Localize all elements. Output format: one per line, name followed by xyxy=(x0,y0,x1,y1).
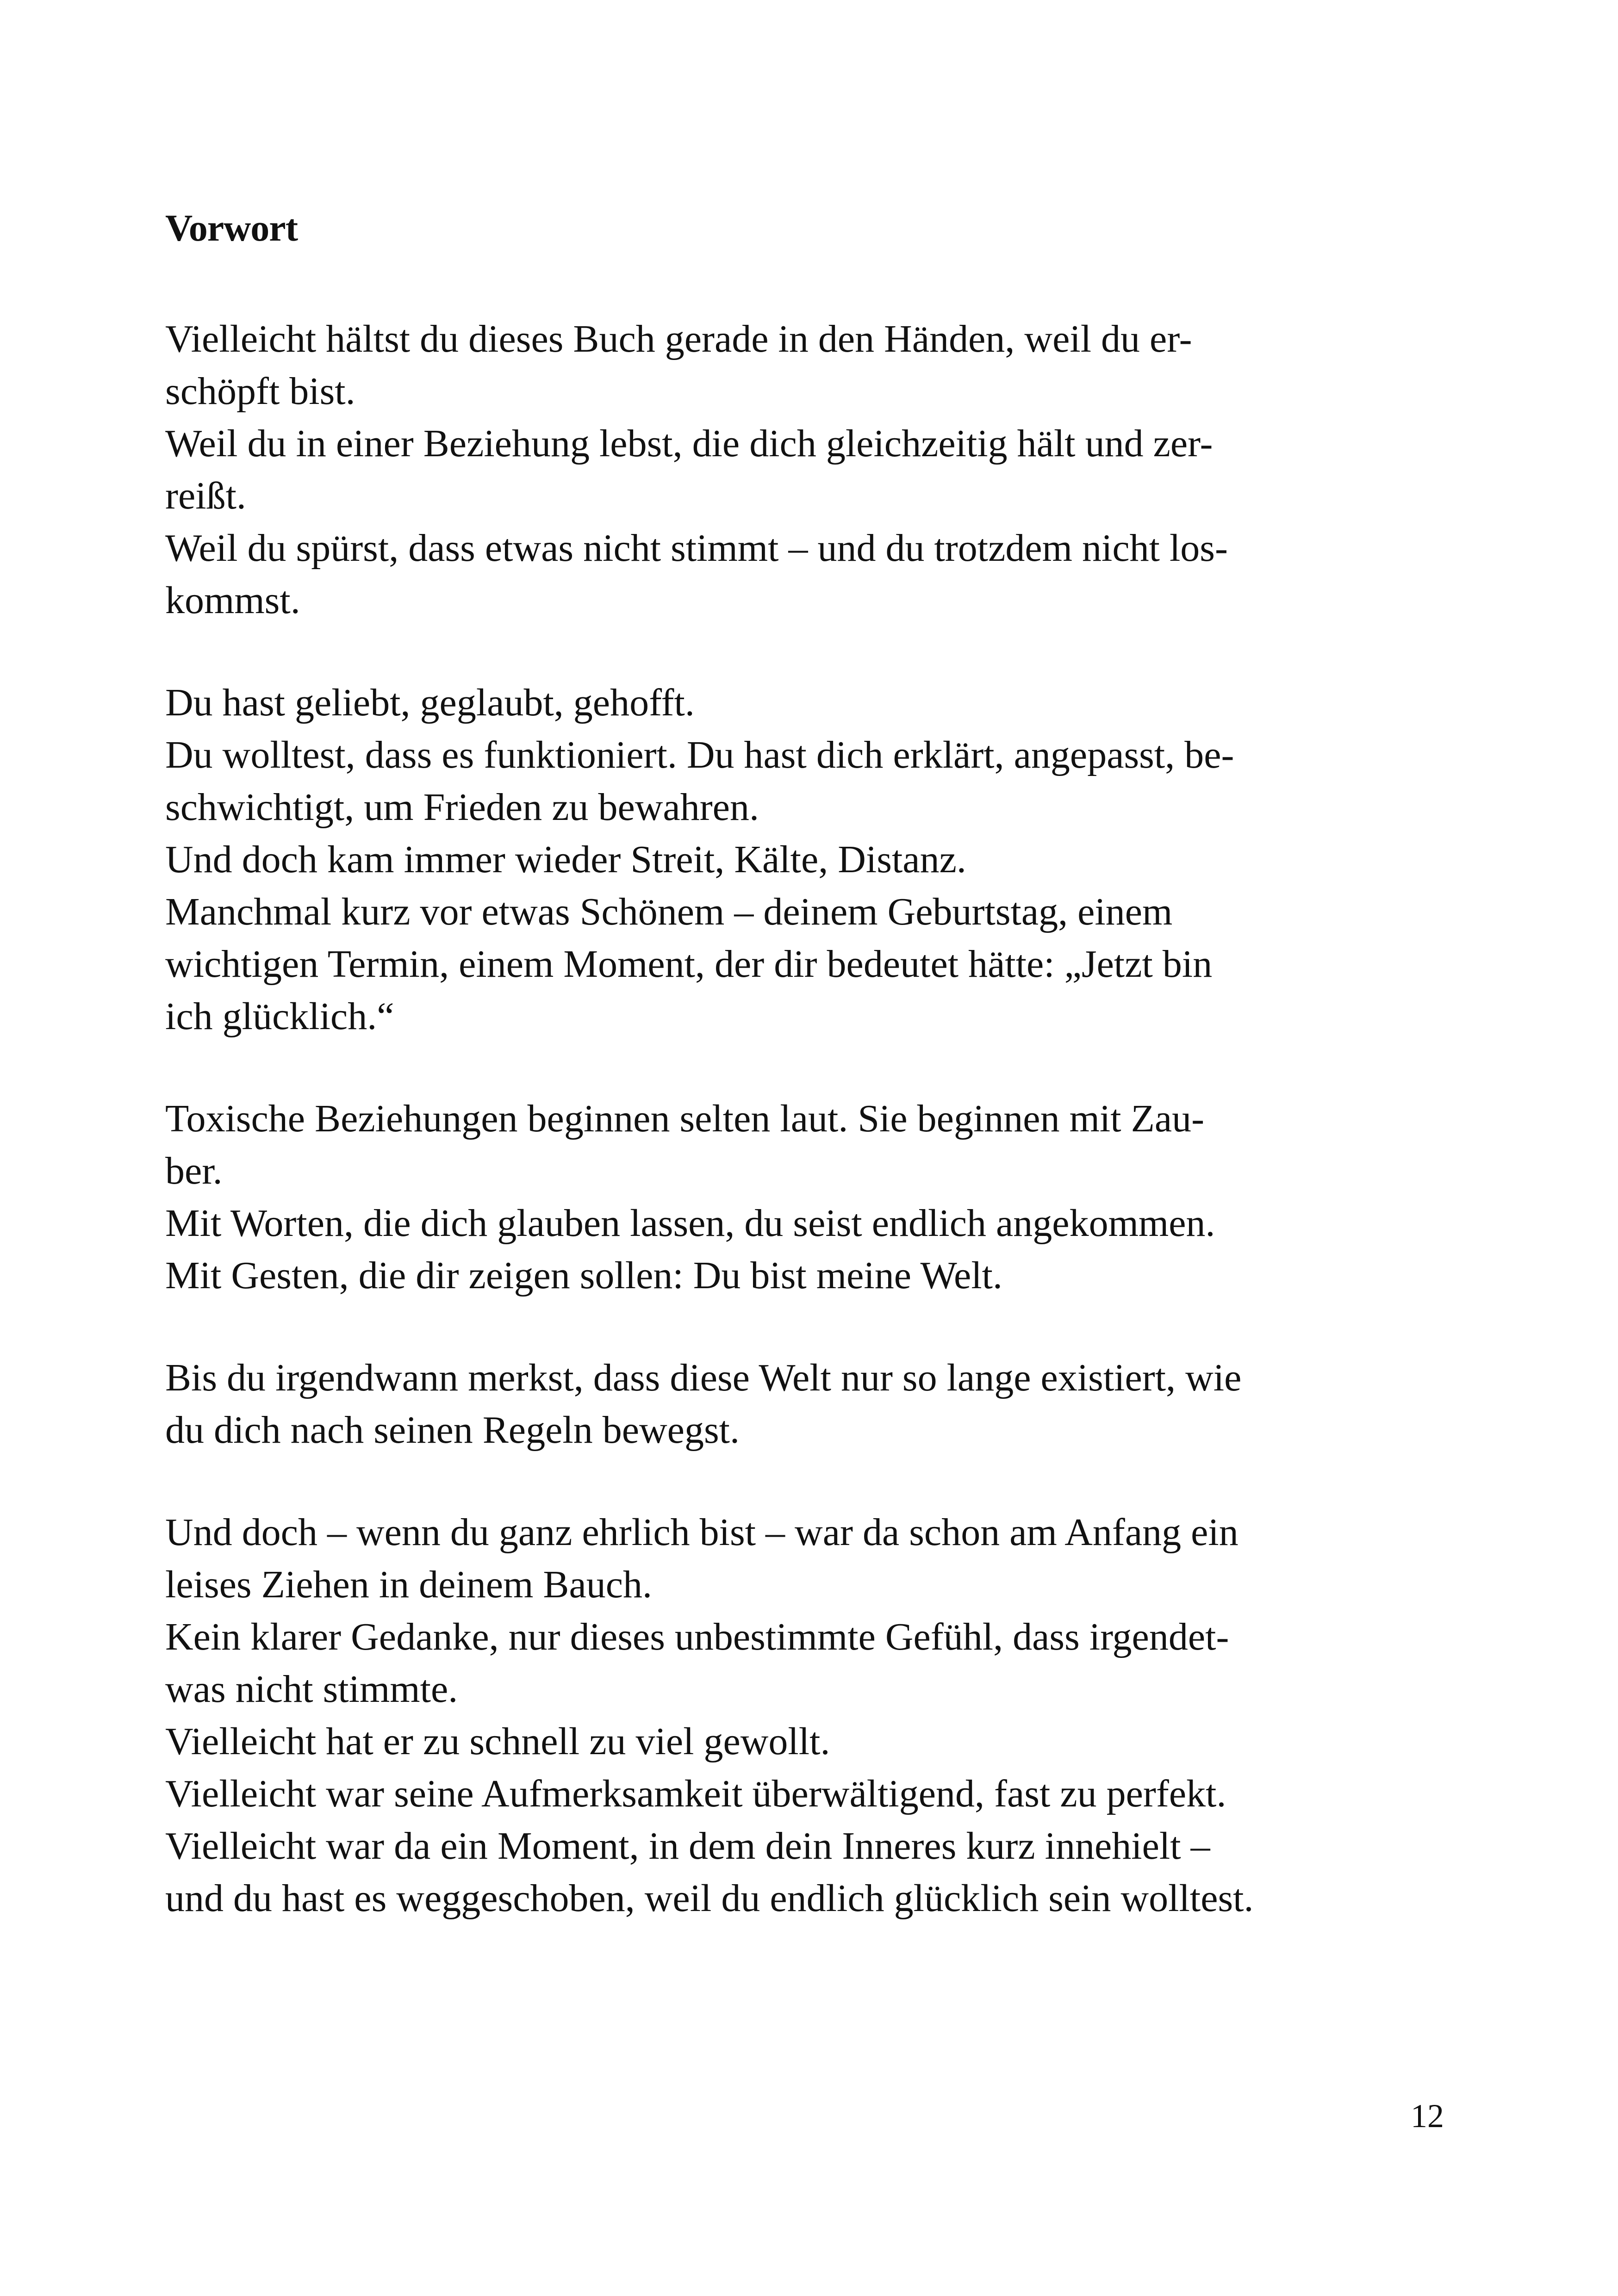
text-line: Kein klarer Gedanke, nur dieses unbestimmte Gefühl, dass irgendet- xyxy=(165,1615,1229,1658)
text-line: Bis du irgendwann merkst, dass diese Welt nur so lange existiert, wie xyxy=(165,1356,1242,1399)
text-line: Vielleicht war da ein Moment, in dem dein Inneres kurz innehielt – xyxy=(165,1824,1210,1868)
text-line: Weil du spürst, dass etwas nicht stimmt – und du trotzdem nicht los- xyxy=(165,527,1228,570)
text-line: Und doch kam immer wieder Streit, Kälte, Distanz. xyxy=(165,838,966,881)
text-line: ber. xyxy=(165,1149,223,1192)
text-line: Du wolltest, dass es funktioniert. Du hast dich erklärt, angepasst, be- xyxy=(165,733,1234,776)
paragraph xyxy=(165,313,1461,627)
paragraphs-container xyxy=(165,313,1461,1924)
text-line: Mit Gesten, die dir zeigen sollen: Du bist meine Welt. xyxy=(165,1254,1002,1297)
text-line: du dich nach seinen Regeln bewegst. xyxy=(165,1409,740,1452)
text-line: Mit Worten, die dich glauben lassen, du seist endlich angekommen. xyxy=(165,1202,1215,1245)
text-line: Vielleicht hältst du dieses Buch gerade in den Händen, weil du er- xyxy=(165,317,1192,360)
text-line: schwichtigt, um Frieden zu bewahren. xyxy=(165,786,759,829)
text-line: schöpft bist. xyxy=(165,370,355,413)
text-line: Vielleicht hat er zu schnell zu viel gewollt. xyxy=(165,1720,830,1763)
text-line: was nicht stimmte. xyxy=(165,1668,458,1711)
text-line: wichtigen Termin, einem Moment, der dir bedeutet hätte: „Jetzt bin xyxy=(165,943,1213,986)
text-line: Vielleicht war seine Aufmerksamkeit überwältigend, fast zu perfekt. xyxy=(165,1772,1226,1815)
text-line: Toxische Beziehungen beginnen selten laut. Sie beginnen mit Zau- xyxy=(165,1097,1205,1140)
text-line: ich glücklich.“ xyxy=(165,995,394,1038)
text-line: kommst. xyxy=(165,579,300,622)
text-line: reißt. xyxy=(165,474,246,517)
paragraph xyxy=(165,1352,1461,1456)
text-line: Weil du in einer Beziehung lebst, die dich gleichzeitig hält und zer- xyxy=(165,422,1213,465)
text-block xyxy=(165,203,1461,1974)
text-line: Und doch – wenn du ganz ehrlich bist – war da schon am Anfang ein xyxy=(165,1511,1238,1554)
text-line: Manchmal kurz vor etwas Schönem – deinem Geburtstag, einem xyxy=(165,890,1173,933)
chapter-heading: Vorwort xyxy=(165,207,298,249)
text-line: und du hast es weggeschoben, weil du endlich glücklich sein wolltest. xyxy=(165,1877,1254,1920)
text-line: Du hast geliebt, geglaubt, gehofft. xyxy=(165,681,695,724)
page-number: 12 xyxy=(1411,2097,1444,2135)
paragraph xyxy=(165,1506,1461,1924)
paragraph xyxy=(165,676,1461,1043)
paragraph xyxy=(165,1092,1461,1302)
text-line: leises Ziehen in deinem Bauch. xyxy=(165,1563,653,1606)
